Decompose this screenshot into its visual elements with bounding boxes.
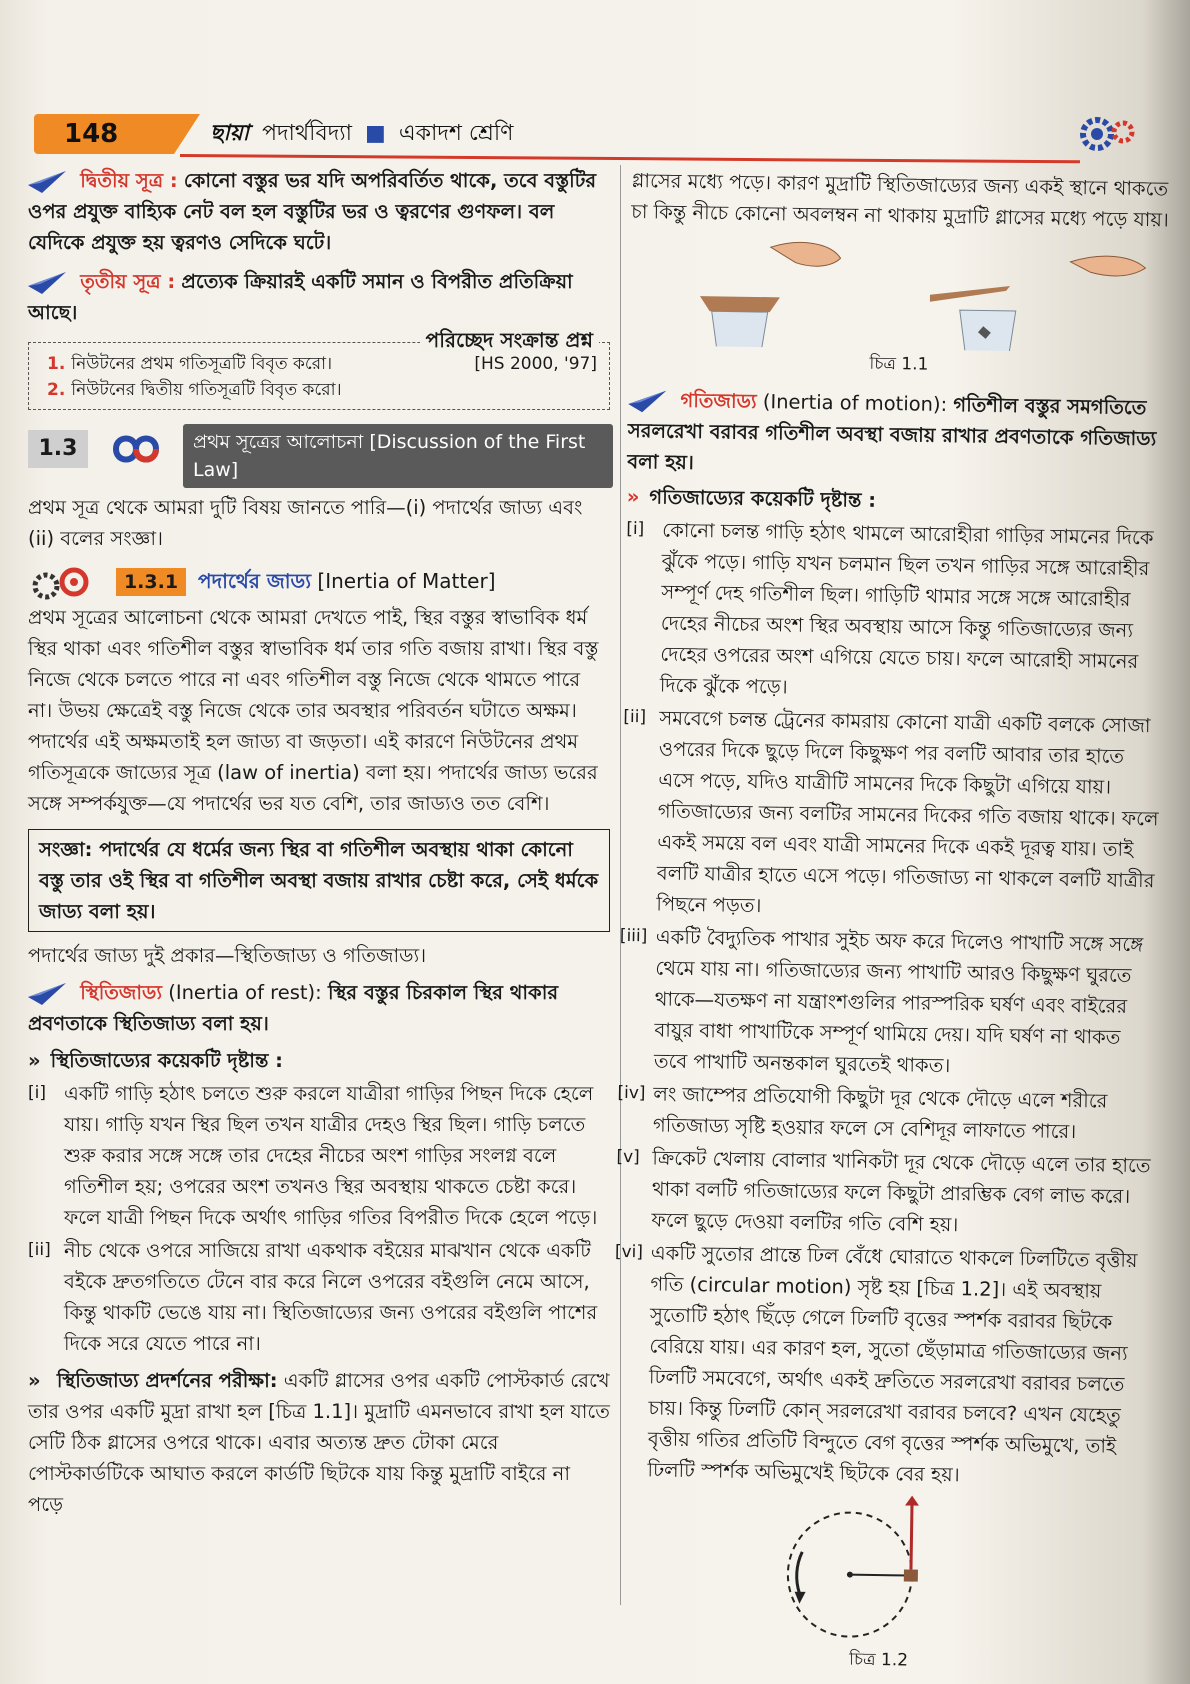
rest-examples-heading (28, 1045, 610, 1076)
separator-square: ■ (365, 121, 386, 146)
figure-1-2-caption: চিত্র 1.2 (848, 1649, 909, 1671)
item-text: কোনো চলন্ত গাড়ি হঠাৎ থামলে আরোহীরা গাড়ির সামনের দিকে ঝুঁকে পড়ে। গাড়ি যখন চলমান ছিল তখন গাড়ির সঙ্গে আরোহীর সম্পূর্ণ দেহ গতিশীল ছিল। গাড়িটি থামার সঙ্গে সঙ্গে আরোহীর দেহের নীচের অংশ স্থির অবস্থায় আসে কিন্তু গতিজাড্যের জন্য দেহের ওপরের অংশ এগিয়ে যেতে চায়। ফলে আরোহী সামনের দিকে ঝুঁকে পড়ে। (659, 518, 1154, 699)
page-number: 148 (34, 114, 174, 154)
right-column (608, 165, 1172, 1680)
coin-card-glass-illustration (629, 235, 1151, 353)
rest-title: স্থিতিজাড্য (80, 981, 163, 1004)
question-item (47, 351, 597, 377)
rest-examples-title: স্থিতিজাড্যের কয়েকটি দৃষ্টান্ত : (50, 1049, 283, 1072)
item-text: একটি বৈদ্যুতিক পাখার সুইচ অফ করে দিলেও পাখাটি সঙ্গে সঙ্গে থেমে যায় না। গতিজাড্যের জন্য পাখাটি আরও কিছুক্ষণ ঘুরতে থাকে—যতক্ষণ না যন্ত্রাংশগুলির পারস্পরিক ঘর্ষণ এবং বাইরের বায়ুর বাধা পাখাটিকে সম্পূর্ণ থামিয়ে দেয়। যদি ঘর্ষণ না থাকত তবে পাখাটি অনন্তকাল ঘুরতেই থাকত। (653, 925, 1144, 1078)
book-title (210, 116, 513, 153)
item-text: ক্রিকেট খেলায় বোলার খানিকটা দূর থেকে দৌড়ে এলে তার হাতে থাকা বলটি গতিজাড্যের ফলে কিছুটা প্রারম্ভিক বেগ লাভ করে। ফলে ছুড়ে দেওয়া বলটির গতি বেশি হয়। (651, 1146, 1151, 1237)
list-item (624, 514, 1167, 708)
class-name: একাদশ শ্রেণি (398, 121, 514, 146)
figure-1-1 (629, 235, 1171, 353)
double-chevron-icon: » (28, 1049, 41, 1072)
subsection-header (28, 566, 610, 602)
section-header (28, 424, 610, 492)
paper-plane-icon (28, 272, 66, 294)
question-text: নিউটনের দ্বিতীয় গতিসূত্রটি বিবৃত করো। (71, 380, 342, 400)
definition-label: সংজ্ঞা: (39, 838, 93, 861)
brand-logo: ছায়া (210, 121, 250, 146)
motion-title: গতিজাড্য (680, 388, 757, 413)
section-number: 1.3 (28, 430, 88, 468)
list-item (617, 1078, 1158, 1148)
motion-examples-title: গতিজাড্যের কয়েকটি দৃষ্টান্ত : (649, 485, 877, 512)
question-ref: [HS 2000, '97] (474, 354, 597, 374)
law2-title: দ্বিতীয় সূত্র : (80, 169, 178, 192)
question-item (47, 377, 597, 403)
item-text: নীচ থেকে ওপরে সাজিয়ে রাখা একথাক বইয়ের মাঝখান থেকে একটি বইকে দ্রুতগতিতে টেনে বার করে নিলে ওপরের বইগুলি নেমে আসে, কিন্তু থাকটি ভেঙে যায় না। স্থিতিজাড্যের জন্য ওপরের বইগুলি পাশের দিকে সরে যেতে পারে না। (64, 1239, 598, 1355)
list-item (615, 1142, 1156, 1243)
item-text: লং জাম্পের প্রতিযোগী কিছুটা দূর থেকে দৌড়ে এলে শরীরে গতিজাড্য সৃষ্টি হওয়ার ফলে সে বেশিদূর লাফাতে পারে। (652, 1082, 1108, 1144)
list-item (620, 702, 1163, 927)
definition-box (28, 829, 610, 932)
double-chevron-icon: » (626, 484, 640, 509)
subsection-title-bn: পদার্থের জাড্য (198, 569, 312, 593)
double-chevron-icon: » (28, 1369, 41, 1392)
book-name: পদার্থবিদ্যা (262, 121, 353, 146)
paper-plane-icon (28, 171, 66, 193)
item-label: [v] (616, 1146, 640, 1168)
experiment-title: স্থিতিজাড্য প্রদর্শনের পরীক্ষা: (56, 1369, 278, 1392)
motion-en: (Inertia of motion): (762, 390, 948, 416)
question-number: 2. (47, 380, 66, 400)
types-paragraph: পদার্থের জাড্য দুই প্রকার—স্থিতিজাড্য ও গতিজাড্য। (28, 944, 427, 967)
item-text: একটি গাড়ি হঠাৎ চলতে শুরু করলে যাত্রীরা গাড়ির পিছন দিকে হেলে যায়। গাড়ি যখন স্থির ছিল তখন যাত্রীর দেহও স্থির ছিল। গাড়ি চলতে শুরু করার সঙ্গে সঙ্গে তার দেহের নীচের অংশ গাড়ির সংলগ্ন বলে গতিশীল হয়; ওপরের অংশ তখনও স্থির অবস্থায় থাকতে চেষ্টা করে। ফলে যাত্রী পিছন দিকে অর্থাৎ গাড়ির গতির বিপরীত দিকে হেলে পড়ে। (64, 1082, 598, 1229)
infinity-icon (96, 430, 176, 468)
paper-plane-icon (28, 983, 66, 1005)
question-number: 1. (47, 354, 66, 374)
inertia-paragraph: প্রথম সূত্রের আলোচনা থেকে আমরা দেখতে পাই, স্থির বস্তুর স্বাভাবিক ধর্ম স্থির থাকা এবং গতিশীল বস্তুর স্বাভাবিক ধর্ম তার গতি বজায় রাখা। স্থির বস্তু নিজে থেকে চলতে পারে না এবং গতিশীল বস্তু নিজে থেকে থামতে পারে না। উভয় ক্ষেত্রেই বস্তু নিজে থেকে তার অবস্থার পরিবর্তন ঘটাতে অক্ষম। পদার্থের এই অক্ষমতাই হল জাড্য বা জড়তা। এই কারণে নিউটনের প্রথম গতিসূত্রকে জাড্যের সূত্র (law of inertia) বলা হয়। পদার্থের জাড্য ভরের সঙ্গে সম্পর্কযুক্ত—যে পদার্থের ভর যত বেশি, তার জাড্যও তত বেশি। (28, 606, 599, 815)
item-label: [ii] (28, 1240, 51, 1260)
item-label: [vi] (614, 1241, 644, 1263)
subsection-title (198, 566, 496, 597)
paper-plane-icon (628, 389, 666, 412)
subsection-number: 1.3.1 (116, 568, 186, 596)
figure-1-1-caption: চিত্র 1.1 (869, 353, 929, 375)
continuation-paragraph: গ্লাসের মধ্যে পড়ে। কারণ মুদ্রাটি স্থিতিজাড্যের জন্য একই স্থানে থাকতে চা কিন্তু নীচে কোনো অবলম্বন না থাকায় মুদ্রাটি গ্লাসের মধ্যে পড়ে যায়। (631, 168, 1170, 232)
law3-paragraph (28, 266, 610, 328)
list-item (28, 1078, 610, 1233)
definition-text: পদার্থের যে ধর্মের জন্য স্থির বা গতিশীল অবস্থায় থাকা কোনো বস্তু তার ওই স্থির বা গতিশীল অবস্থা বজায় রাখার চেষ্টা করে, সেই ধর্মকে জাড্য বলা হয়। (39, 838, 599, 923)
figure-1-2 (609, 1491, 1151, 1649)
rest-en: (Inertia of rest): (168, 981, 322, 1004)
rest-paragraph (28, 977, 610, 1039)
left-column (28, 165, 610, 1520)
item-text: একটি সুতোর প্রান্তে ঢিল বেঁধে ঘোরাতে থাকলে ঢিলটিতে বৃত্তীয় গতি (circular motion) সৃষ্ট হয় [চিত্র 1.2]। এই অবস্থায় সুতোটি হঠাৎ ছিঁড়ে গেলে ঢিলটি বৃত্তের স্পর্শক বরাবর ছিটকে বেরিয়ে যায়। এর কারণ হল, সুতো ছেঁড়ামাত্র গতিজাড্যের জন্য ঢিলটি সমবেগে, অর্থাৎ একই দ্রুতিতে সরলরেখা বরাবর চলতে চায়। কিন্তু ঢিলটি কোন্ সরলরেখা বরাবর চলবে? এখন যেহেতু বৃত্তীয় গতির প্রতিটি বিন্দুতে বেগ বৃত্তের স্পর্শক অভিমুখে, তাই ঢিলটি স্পর্শক অভিমুখেই ছিটকে বের হয়। (647, 1241, 1138, 1487)
list-item (618, 921, 1160, 1084)
list-item (28, 1235, 610, 1359)
section-title: প্রথম সূত্রের আলোচনা [Discussion of the First Law] (183, 424, 613, 488)
law3-text: প্রত্যেক ক্রিয়ারই একটি সমান ও বিপরীত প্রতিক্রিয়া আছে। (28, 270, 573, 324)
question-text: নিউটনের প্রথম গতিসূত্রটি বিবৃত করো। (71, 354, 333, 374)
circular-motion-diagram (609, 1491, 1131, 1649)
header-rule (180, 154, 1080, 163)
gear-icon (1075, 108, 1135, 160)
item-label: [i] (28, 1083, 46, 1103)
list-item (611, 1237, 1155, 1493)
subsection-title-en: [Inertia of Matter] (317, 569, 496, 593)
item-label: [iii] (619, 925, 648, 947)
motion-paragraph (627, 384, 1168, 485)
law3-title: তৃতীয় সূত্র : (80, 270, 176, 293)
item-text: সমবেগে চলন্ত ট্রেনের কামরায় কোনো যাত্রী একটি বলকে সোজা ওপরের দিকে ছুড়ে দিলে কিছুক্ষণ পর বলটি আবার তার হাতে এসে পড়ে, যদিও যাত্রীটি সামনের দিকে কিছুটা এগিয়ে যায়। গতিজাড্যের জন্য বলটির সামনের দিকের গতি বজায় থাকে। ফলে একই সময়ে বল এবং যাত্রী সামনের দিকে একই দূরত্ব যায়। তাই বলটি যাত্রীর হাতে এসে পড়ে। গতিজাড্য না থাকলে বলটি যাত্রীর পিছনে পড়ত। (656, 706, 1159, 918)
experiment-text: একটি গ্লাসের ওপর একটি পোস্টকার্ড রেখে তার ওপর একটি মুদ্রা রাখা হল [চিত্র 1.1]। মুদ্রাটি এমনভাবে রাখা হল যাতে সেটি ঠিক গ্লাসের ওপরে থাকে। এবার অত্যন্ত দ্রুত টোকা মেরে পোস্টকার্ডটিকে আঘাত করলে কার্ডটি ছিটকে যায় কিন্তু মুদ্রাটি বাইরে না পড়ে (28, 1369, 610, 1516)
questions-box (28, 328, 610, 410)
item-label: [i] (626, 518, 645, 540)
rest-text: স্থির বস্তুর চিরকাল স্থির থাকার প্রবণতাকে স্থিতিজাড্য বলা হয়। (28, 981, 559, 1035)
questions-title: পরিচ্ছেদ সংক্রান্ত প্রশ্ন (420, 327, 599, 353)
law2-paragraph (28, 165, 610, 258)
gear-icon (28, 566, 108, 600)
motion-text: গতিশীল বস্তুর সমগতিতে সরলরেখা বরাবর গতিশীল অবস্থা বজায় রাখার প্রবণতাকে গতিজাড্য বলা হয়। (627, 393, 1157, 475)
item-label: [iv] (617, 1082, 646, 1104)
law2-text: কোনো বস্তুর ভর যদি অপরিবর্তিত থাকে, তবে বস্তুটির ওপর প্রযুক্ত বাহ্যিক নেট বল হল বস্তুটির ভর ও ত্বরণের গুণফল। বল যেদিকে প্রযুক্ত হয় ত্বরণও সেদিকে ঘটে। (28, 169, 597, 254)
intro-paragraph: প্রথম সূত্র থেকে আমরা দুটি বিষয় জানতে পারি—(i) পদার্থের জাড্য এবং (ii) বলের সংজ্ঞা। (28, 496, 583, 550)
page-header (30, 108, 1110, 158)
item-label: [ii] (623, 706, 647, 728)
experiment-paragraph (28, 1365, 610, 1520)
